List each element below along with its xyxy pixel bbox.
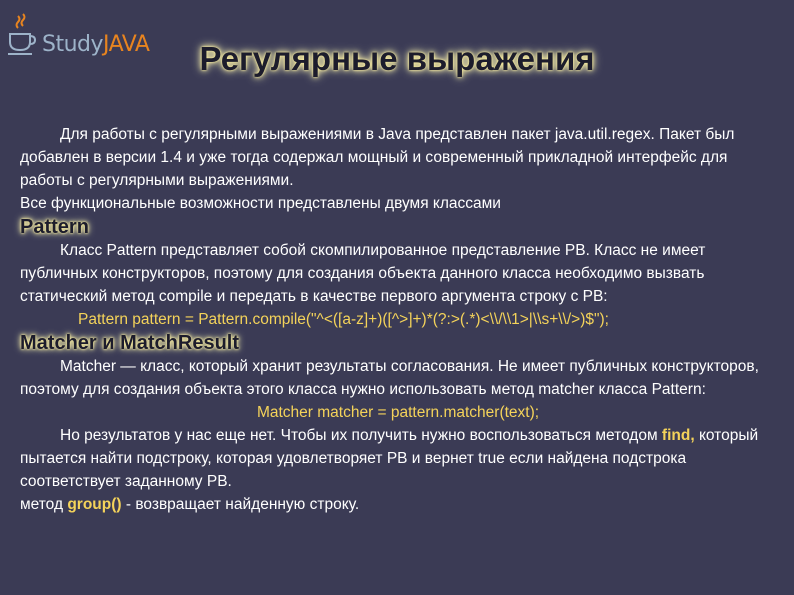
slide-content [20, 123, 776, 516]
matcher-code-example: Matcher matcher = pattern.matcher(text); [256, 404, 540, 421]
intro-paragraph: Для работы с регулярными выражениями в Java представлен пакет java.util.regex. Пакет был добавлен в версии 1.4 и уже тогда содержал мощный и современный прикладной интерфейс для работы с регулярными выражениями. [20, 126, 735, 189]
group-method-label: метод [20, 496, 68, 513]
logo-brand-java: JAVA [103, 32, 150, 57]
find-text-before: Но результатов у нас еще нет. Чтобы их получить нужно воспользоваться методом [60, 427, 662, 444]
pattern-heading: Pattern [20, 216, 89, 238]
find-text-after: который пытается найти подстроку, которая удовлетворяет РВ и вернет true если найдена подстрока соответствует заданному РВ. [20, 427, 759, 490]
find-paragraph [20, 424, 776, 493]
pattern-description: Класс Pattern представляет собой скомпилированное представление РВ. Класс не имеет публичных конструкторов, поэтому для создания объекта данного класса необходимо вызвать статический метод compile и передать в качестве первого аргумента строку с РВ: [20, 242, 706, 305]
classes-line: Все функциональные возможности представлены двумя классами [20, 195, 501, 212]
group-description: - возвращает найденную строку. [121, 496, 360, 513]
logo-brand-study: Study [42, 32, 104, 57]
group-keyword: group() [67, 496, 122, 513]
pattern-code-example: Pattern pattern = Pattern.compile("^<([a-z]+)([^>]+)*(?:>(.*)<\\/\\1>|\\s+\\/>)$"); [78, 311, 609, 328]
group-paragraph [20, 493, 776, 516]
find-keyword: find, [661, 427, 695, 444]
matcher-description: Matcher — класс, который хранит результаты согласования. Не имеет публичных конструкторов, поэтому для создания объекта этого класса нужно использовать метод matcher класса Pattern: [20, 358, 759, 398]
matcher-heading: Matcher и MatchResult [20, 332, 240, 354]
slide-title: Регулярные выражения [199, 40, 595, 77]
